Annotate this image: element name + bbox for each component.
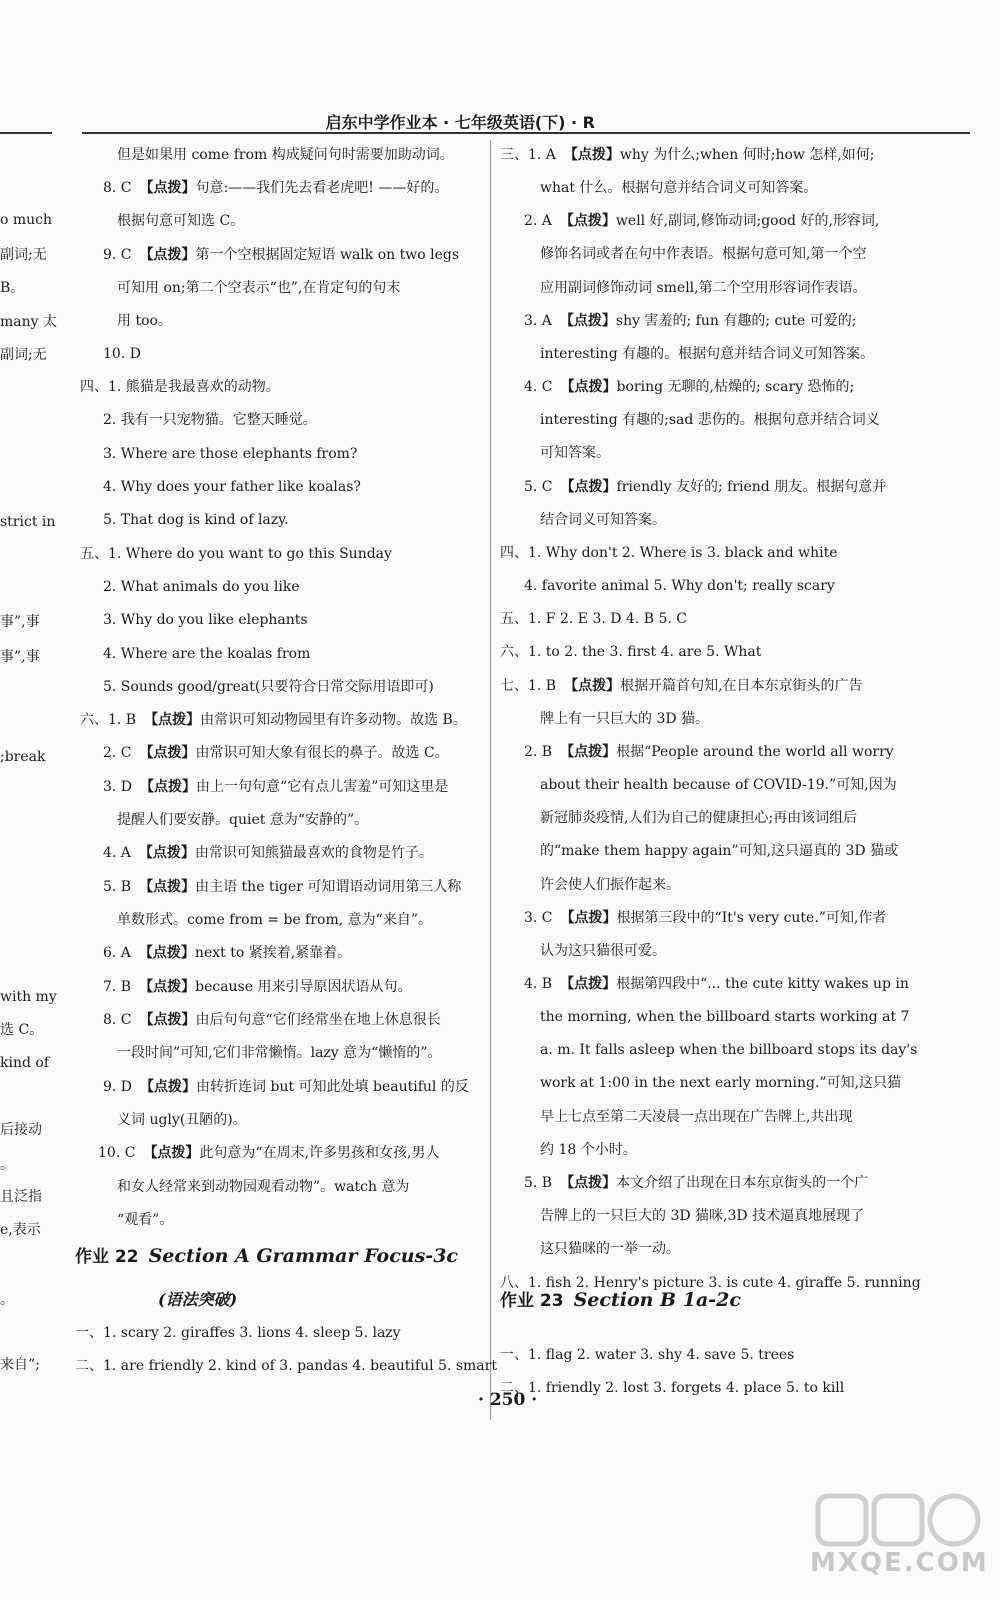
answer-line [103,777,448,797]
answer-line [75,1356,497,1376]
answer-line [117,810,368,830]
answer-line [540,875,680,895]
answer-number: 2. B [524,744,553,760]
answer-line [500,676,863,696]
answer-text: 由常识可知动物园里有许多动物。故选 B。 [200,712,467,728]
answer-line [540,709,709,729]
answer-line [103,877,461,897]
answer-text: 但是如果用 come from 构成疑问句时需要加助动词。 [117,147,454,163]
page-header-title: 启东中学作业本 · 七年级英语(下) · R [325,113,595,132]
hint-label: 【点拨】 [139,979,196,995]
hint-label: 【点拨】 [559,213,616,229]
answer-line [103,410,317,430]
answer-line [80,377,280,397]
answer-text: 4. Where are the koalas from [103,646,311,662]
hint-label: 【点拨】 [139,1012,196,1028]
answer-text: 二、1. friendly 2. lost 3. forgets 4. place 5. to kill [500,1380,845,1396]
answer-line [540,244,866,264]
answer-text: 本文介绍了出现在日本东京街头的一个广 [616,1175,869,1191]
left-page-fragment: 。 [0,1292,14,1308]
answer-text: well 好,副词,修饰动词;good 好的,形容词, [615,213,880,229]
answer-line [524,1173,868,1193]
answer-line [103,610,308,630]
answer-line [540,178,817,198]
answer-number: 三、1. A [500,147,556,163]
answer-text: 许会使人们振作起来。 [540,877,680,893]
answer-number: 8. C [103,180,132,196]
left-page-fragment: kind of [0,1055,49,1071]
answer-text: 4. favorite animal 5. Why don't; really scary [524,578,835,594]
homework-23-heading [500,1287,741,1314]
answer-line [117,1043,441,1063]
answer-number: 2. A [524,213,552,229]
answer-number: 10. C [98,1145,136,1161]
answer-line [540,1073,901,1093]
answer-number: 4. A [103,845,131,861]
left-page-fragment: with my [0,989,57,1005]
hint-label: 【点拨】 [139,879,196,895]
left-page-fragment: 事”,事 [0,614,40,630]
watermark-text: MXQE.COM [810,1548,989,1578]
hint-label: 【点拨】 [559,313,616,329]
left-page-fragment: many 太 [0,314,57,330]
answer-line [103,577,300,597]
answer-line [500,609,687,629]
answer-number: 6. A [103,945,131,961]
hint-label: 【点拨】 [139,745,196,761]
answer-number: 3. C [524,910,553,926]
answer-line [524,377,854,397]
hint-label: 【点拨】 [140,779,197,795]
answer-text: 这只猫咪的一举一动。 [540,1241,680,1257]
answer-text: interesting 有趣的;sad 悲伤的。根据句意并结合词义 [540,412,880,428]
answer-line [500,642,761,662]
answer-line [540,1007,909,1027]
answer-text: 根据句意可知选 C。 [117,213,245,229]
answer-line [540,443,610,463]
answer-number: 2. C [103,745,132,761]
answer-number: 9. D [103,1079,133,1095]
answer-line [524,742,894,762]
left-page-fragment: 副词;无 [0,247,47,263]
answer-text: 根据开篇首句知,在日本东京街头的广告 [620,678,863,694]
answer-text: 牌上有一只巨大的 3D 猫。 [540,711,710,727]
answer-line [540,278,867,298]
answer-line [75,1323,401,1343]
answer-text: 由上一句句意“它有点儿害羞”可知这里是 [196,779,449,795]
left-page-fragment: strict in [0,514,56,530]
answer-text: 四、1. Why don't 2. Where is 3. black and white [500,545,838,561]
answer-line [500,145,875,165]
answer-line [103,743,449,763]
answer-text: 认为这只猫很可爱。 [540,943,666,959]
hint-label: 【点拨】 [560,976,617,992]
answer-number: 5. B [524,1175,553,1191]
answer-line [103,510,289,530]
answer-text: next to 紧挨着,紧靠着。 [194,945,352,961]
answer-text: 和女人经常来到动物园观看动物”。watch 意为 [117,1179,410,1195]
answer-text: interesting 有趣的。根据句意并结合词义可知答案。 [540,346,875,362]
answer-number: 4. C [524,379,553,395]
left-page-fragment: 且泛指 [0,1189,42,1205]
answer-number: 3. D [103,779,133,795]
answer-line [117,311,172,331]
answer-line [80,710,467,730]
answer-line [103,843,433,863]
answer-text: 新冠肺炎疫情,人们为自己的健康担心;再由该词组后 [540,810,858,826]
answer-number: 3. A [524,313,552,329]
answer-line [117,910,432,930]
answer-line [103,444,357,464]
answer-line [117,278,400,298]
answer-text: work at 1:00 in the next early morning.”可知,这只猫 [540,1075,902,1091]
answer-text: 2. 我有一只宠物猫。它整天睡觉。 [103,412,317,428]
answer-text: because 用来引导原因状语从句。 [195,979,412,995]
hint-label: 【点拨】 [560,479,617,495]
answer-line [540,344,874,364]
hint-label: 【点拨】 [560,379,617,395]
answer-line [117,1110,247,1130]
answer-text: 单数形式。come from = be from, 意为“来自”。 [117,912,432,928]
answer-text: 四、1. 熊猫是我最喜欢的动物。 [80,379,280,395]
answer-text: shy 害羞的; fun 有趣的; cute 可爱的; [615,313,857,329]
answer-text: 五、1. F 2. E 3. D 4. B 5. C [500,611,687,627]
answer-text: 告牌上的一只巨大的 3D 猫咪,3D 技术逼真地展现了 [540,1208,865,1224]
hint-label: 【点拨】 [560,744,617,760]
answer-text: a. m. It falls asleep when the billboard stops its day's [540,1042,918,1058]
answer-line [117,145,454,165]
left-page-fragment: e,表示 [0,1222,41,1238]
left-page-fragment: 后接动 [0,1122,42,1138]
answer-line [500,543,837,563]
answer-text: 句意:——我们先去看老虎吧! ——好的。 [195,180,449,196]
answer-line [540,510,666,530]
answer-text: 可知答案。 [540,445,610,461]
answer-number: 5. C [524,479,553,495]
answer-line [540,1140,637,1160]
answer-line [103,677,434,697]
answer-text: about their health because of COVID-19.”可知,因为 [540,777,897,793]
answer-line [524,477,886,497]
left-page-fragment: ;break [0,749,46,765]
answer-line [103,477,361,497]
answer-line [540,1040,917,1060]
answer-line [540,841,898,861]
header-rule-left [0,132,52,134]
homework-23-title: Section B 1a-2c [573,1289,741,1311]
answer-line [103,943,351,963]
answer-number: 7. B [103,979,132,995]
answer-line [540,1239,680,1259]
answer-line [500,1378,844,1398]
answer-text: 3. Where are those elephants from? [103,446,358,462]
answer-text: 4. Why does your father like koalas? [103,479,361,495]
answer-text: 六、1. to 2. the 3. first 4. are 5. What [500,644,762,660]
left-page-fragment: 来自”; [0,1357,40,1373]
answer-text: what 什么。根据句意并结合词义可知答案。 [540,180,818,196]
answer-line [524,211,879,231]
hint-label: 【点拨】 [560,910,617,926]
answer-text: 此句意为“在周末,许多男孩和女孩,男人 [199,1145,440,1161]
homework-22-subtitle: (语法突破) [158,1290,238,1309]
answer-text: 修饰名词或者在句中作表语。根据句意可知,第一个空 [540,246,867,262]
answer-line [540,941,666,961]
hint-label: 【点拨】 [138,845,195,861]
hint-label: 【点拨】 [138,945,195,961]
answer-text: 应用副词修饰动词 smell,第二个空用形容词作表语。 [540,280,867,296]
answer-text: 由常识可知熊猫最喜欢的食物是竹子。 [194,845,433,861]
answer-text: 可知用 on;第二个空表示“也”,在肯定句的句末 [117,280,401,296]
answer-line [103,178,448,198]
answer-line [103,245,459,265]
answer-text: 2. What animals do you like [103,579,300,595]
answer-text: 一、1. scary 2. giraffes 3. lions 4. sleep 5. lazy [75,1325,401,1341]
answer-text: 由转折连词 but 可知此处填 beautiful 的反 [196,1079,469,1095]
hint-label: 【点拨】 [563,147,620,163]
answer-line [540,410,880,430]
answer-text: 由主语 the tiger 可知谓语动词用第三人称 [195,879,462,895]
answer-text: 5. Sounds good/great(只要符合日常交际用语即可) [103,679,434,695]
answer-text: 由常识可知大象有很长的鼻子。故选 C。 [195,745,449,761]
answer-text: 第一个空根据固定短语 walk on two legs [195,247,460,263]
answer-line [540,808,857,828]
answer-text: 5. That dog is kind of lazy. [103,512,289,528]
homework-22-label: 作业 22 [75,1247,139,1267]
answer-number: 8. C [103,1012,132,1028]
answer-line [103,1077,469,1097]
answer-number: 七、1. B [500,678,557,694]
watermark-stamp-icon [810,1490,985,1550]
answer-number: 4. B [524,976,553,992]
answer-text: 结合词义可知答案。 [540,512,666,528]
answer-line [103,644,310,664]
answer-text: friendly 友好的; friend 朋友。根据句意并 [616,479,887,495]
column-divider [490,140,491,1420]
answer-text: why 为什么;when 何时;how 怎样,如何; [619,147,875,163]
answer-text: 一、1. flag 2. water 3. shy 4. save 5. trees [500,1347,795,1363]
page-number: · 250 · [478,1390,538,1410]
answer-line [103,344,141,364]
left-page-fragment: 。 [0,1157,14,1173]
hint-label: 【点拨】 [564,678,621,694]
answer-text: the morning, when the billboard starts working at 7 [540,1009,910,1025]
answer-line [540,1107,852,1127]
left-page-fragment: 事”,事 [0,649,40,665]
answer-line [540,1206,864,1226]
answer-text: 由后句句意“它们经常坐在地上休息很长 [195,1012,441,1028]
answer-text: 八、1. fish 2. Henry's picture 3. is cute 4. giraffe 5. running [500,1275,921,1291]
answer-line [524,576,835,596]
answer-text: 10. D [103,346,141,362]
answer-line [103,977,411,997]
left-page-fragment: B。 [0,280,25,296]
answer-line [524,311,856,331]
answer-number: 9. C [103,247,132,263]
answer-line [500,1345,794,1365]
hint-label: 【点拨】 [143,1145,200,1161]
answer-line [524,908,886,928]
answer-text: 二、1. are friendly 2. kind of 3. pandas 4. beautiful 5. smart [75,1358,497,1374]
answer-text: boring 无聊的,枯燥的; scary 恐怖的; [616,379,855,395]
answer-line [117,211,244,231]
answer-text: “观看”。 [117,1212,174,1228]
answer-text: 根据第四段中“... the cute kitty wakes up in [616,976,909,992]
answer-line [80,544,392,564]
answer-text: 用 too。 [117,313,172,329]
answer-line [103,1010,441,1030]
answer-text: 五、1. Where do you want to go this Sunday [80,546,392,562]
answer-text: 约 18 个小时。 [540,1142,637,1158]
answer-text: 根据“People around the world all worry [616,744,894,760]
answer-text: 义词 ugly(丑陋的)。 [117,1112,247,1128]
answer-text: 3. Why do you like elephants [103,612,308,628]
homework-22-heading [75,1243,458,1270]
left-page-fragment: o much [0,212,53,228]
answer-text: 根据第三段中的“It's very cute.”可知,作者 [616,910,887,926]
left-page-fragment: 选 C。 [0,1022,44,1038]
answer-line [117,1177,409,1197]
answer-line [98,1143,440,1163]
answer-text: 早上七点至第二天凌晨一点出现在广告牌上,共出现 [540,1109,853,1125]
hint-label: 【点拨】 [144,712,201,728]
answer-number: 六、1. B [80,712,137,728]
homework-22-title: Section A Grammar Focus-3c [148,1245,458,1267]
answer-line [540,775,897,795]
hint-label: 【点拨】 [139,180,196,196]
hint-label: 【点拨】 [140,1079,197,1095]
answer-line [117,1210,173,1230]
answer-text: 的“make them happy again”可知,这只逼真的 3D 猫或 [540,843,899,859]
answer-number: 5. B [103,879,132,895]
answer-line [524,974,909,994]
answer-text: 提醒人们要安静。quiet 意为“安静的”。 [117,812,369,828]
answer-text: 一段时间”可知,它们非常懒惰。lazy 意为“懒惰的”。 [117,1045,442,1061]
left-page-fragment: 副词;无 [0,347,47,363]
hint-label: 【点拨】 [139,247,196,263]
hint-label: 【点拨】 [560,1175,617,1191]
watermark-logo [810,1490,989,1585]
homework-23-label: 作业 23 [500,1291,564,1311]
